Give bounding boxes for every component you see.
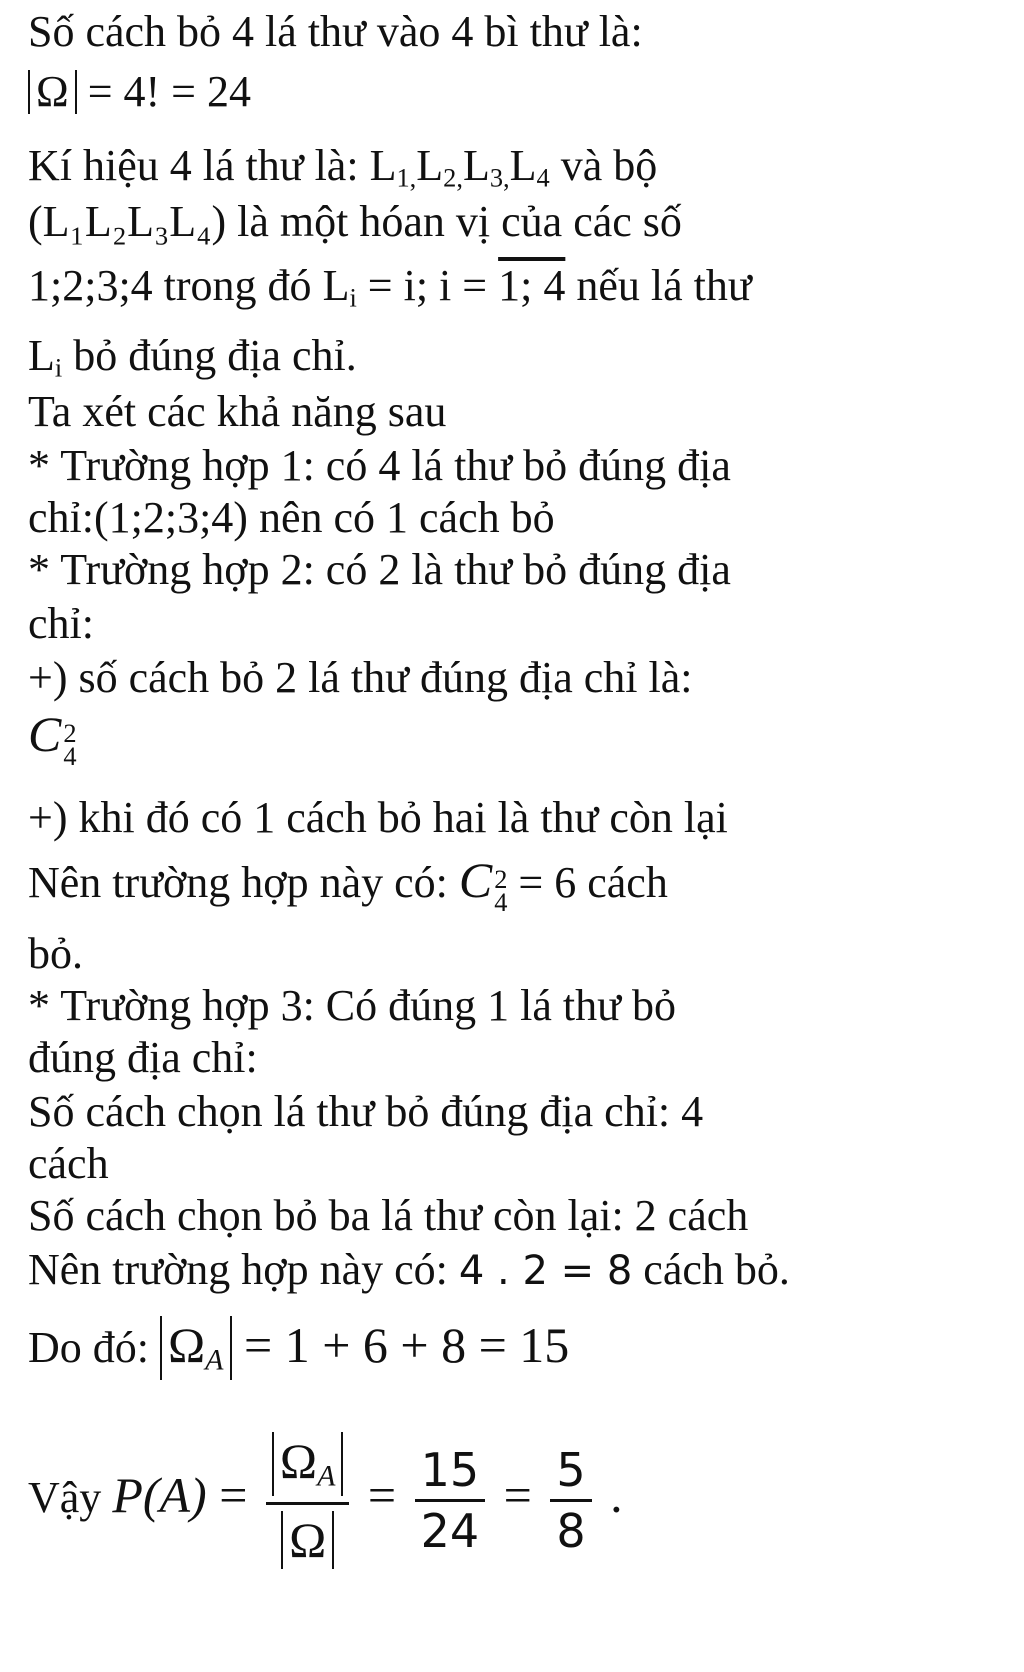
case3-total-text: Nên trường hợp này có:: [28, 1245, 459, 1294]
combination-indices: [63, 718, 77, 771]
notation-4-end: bỏ đúng địa chỉ.: [62, 331, 357, 380]
line-case2-end: bỏ.: [28, 929, 83, 978]
case2-total-text: Nên trường hợp này có:: [28, 858, 459, 907]
line-case1-b: chỉ:(1;2;3;4) nên có 1 cách bỏ: [28, 493, 555, 542]
line-omega-A: [28, 1310, 569, 1383]
line-case2-a: * Trường hợp 2: có 2 là thư bỏ đúng địa: [28, 545, 731, 594]
letter-symbols: $L_{1,}L_{2,}L_{3,}L_4$: [369, 141, 550, 193]
line-case3-a: * Trường hợp 3: Có đúng 1 lá thư bỏ: [28, 981, 676, 1030]
A-subscript: A: [205, 1343, 224, 1377]
line-case2-b: chỉ:: [28, 599, 94, 648]
fraction-omega: [266, 1432, 350, 1569]
frac-den-8: 8: [556, 1504, 586, 1559]
combination-C-2: C: [458, 852, 493, 908]
line-omega-equation: [28, 64, 251, 120]
omega-A-abs: [160, 1316, 232, 1380]
period: .: [597, 1467, 623, 1523]
equals-six: = 6: [507, 858, 577, 907]
equals-i: = i; i =: [356, 261, 499, 310]
probability-P: P(A): [112, 1467, 207, 1523]
equals-3: =: [491, 1467, 545, 1523]
line-notation-2: (L₁L₂L₃L₄) là một hóan vị của các số: [28, 197, 682, 246]
combination-sub: 4: [63, 740, 77, 771]
frac-num-omega: Ω: [279, 1433, 318, 1490]
line-probability: [28, 1410, 623, 1580]
line-combination-1: [28, 706, 77, 776]
frac-den-omega: Ω: [281, 1511, 334, 1569]
line-case3-d: cách: [28, 1139, 109, 1188]
case2-total-unit: cách: [576, 858, 668, 907]
line-case1-a: * Trường hợp 1: có 4 lá thư bỏ đúng địa: [28, 441, 731, 490]
combination-sup-2: 2: [494, 864, 508, 895]
probability-prefix: Vậy: [28, 1473, 113, 1522]
line-notation-3: [28, 258, 752, 326]
omega-A-sum: = 1 + 6 + 8 = 15: [231, 1317, 570, 1373]
L-i-symbol-2: L: [28, 331, 55, 380]
equals-2: =: [355, 1467, 409, 1523]
combination-C: C: [28, 706, 62, 762]
combination-indices-2: [494, 864, 508, 917]
L-i-symbol: L: [322, 261, 350, 310]
frac-num-5: 5: [556, 1443, 586, 1498]
combination-sup: 2: [63, 718, 77, 749]
frac-num-15: 15: [420, 1443, 480, 1498]
notation-3-end: nếu lá thư: [565, 261, 752, 310]
omega-symbol: Ω: [168, 1317, 206, 1373]
frac-den-24: 24: [420, 1504, 480, 1559]
case3-product: 4 . 2 = 8: [458, 1248, 633, 1294]
line-case2-d: +) khi đó có 1 cách bỏ hai là thư còn lại: [28, 793, 728, 842]
L-symbol: L: [369, 141, 397, 190]
frac-num-A: A: [317, 1459, 336, 1493]
notation-text-end: và bộ: [549, 141, 658, 190]
range-overline: 1; 4: [498, 261, 566, 310]
line-case2-c: +) số cách bỏ 2 lá thư đúng địa chỉ là:: [28, 653, 693, 702]
line-case3-b: đúng địa chỉ:: [28, 1033, 258, 1082]
line-case3-c: Số cách chọn lá thư bỏ đúng địa chỉ: 4: [28, 1087, 704, 1136]
fraction-15-24: [415, 1443, 486, 1559]
fraction-5-8: [550, 1443, 591, 1559]
case3-total-unit: cách bỏ.: [632, 1245, 790, 1294]
i-subscript-2: i: [54, 352, 63, 383]
line-case3-total: [28, 1242, 790, 1299]
combination-sub-2: 4: [494, 886, 508, 917]
equals-1: =: [206, 1467, 260, 1523]
conclusion-prefix: Do đó:: [28, 1323, 160, 1372]
line-total-ways: Số cách bỏ 4 lá thư vào 4 bì thư là:: [28, 7, 643, 56]
omega-eq-rest: = 4! = 24: [76, 67, 251, 116]
omega-abs: Ω: [28, 70, 77, 114]
line-cases-intro: Ta xét các khả năng sau: [28, 387, 447, 436]
i-subscript: i: [349, 282, 357, 313]
line-case2-total: [28, 852, 668, 917]
notation-text: Kí hiệu 4 lá thư là:: [28, 141, 370, 190]
notation-3-text: 1;2;3;4 trong đó: [28, 261, 323, 310]
line-case3-e: Số cách chọn bỏ ba lá thư còn lại: 2 cách: [28, 1191, 749, 1240]
